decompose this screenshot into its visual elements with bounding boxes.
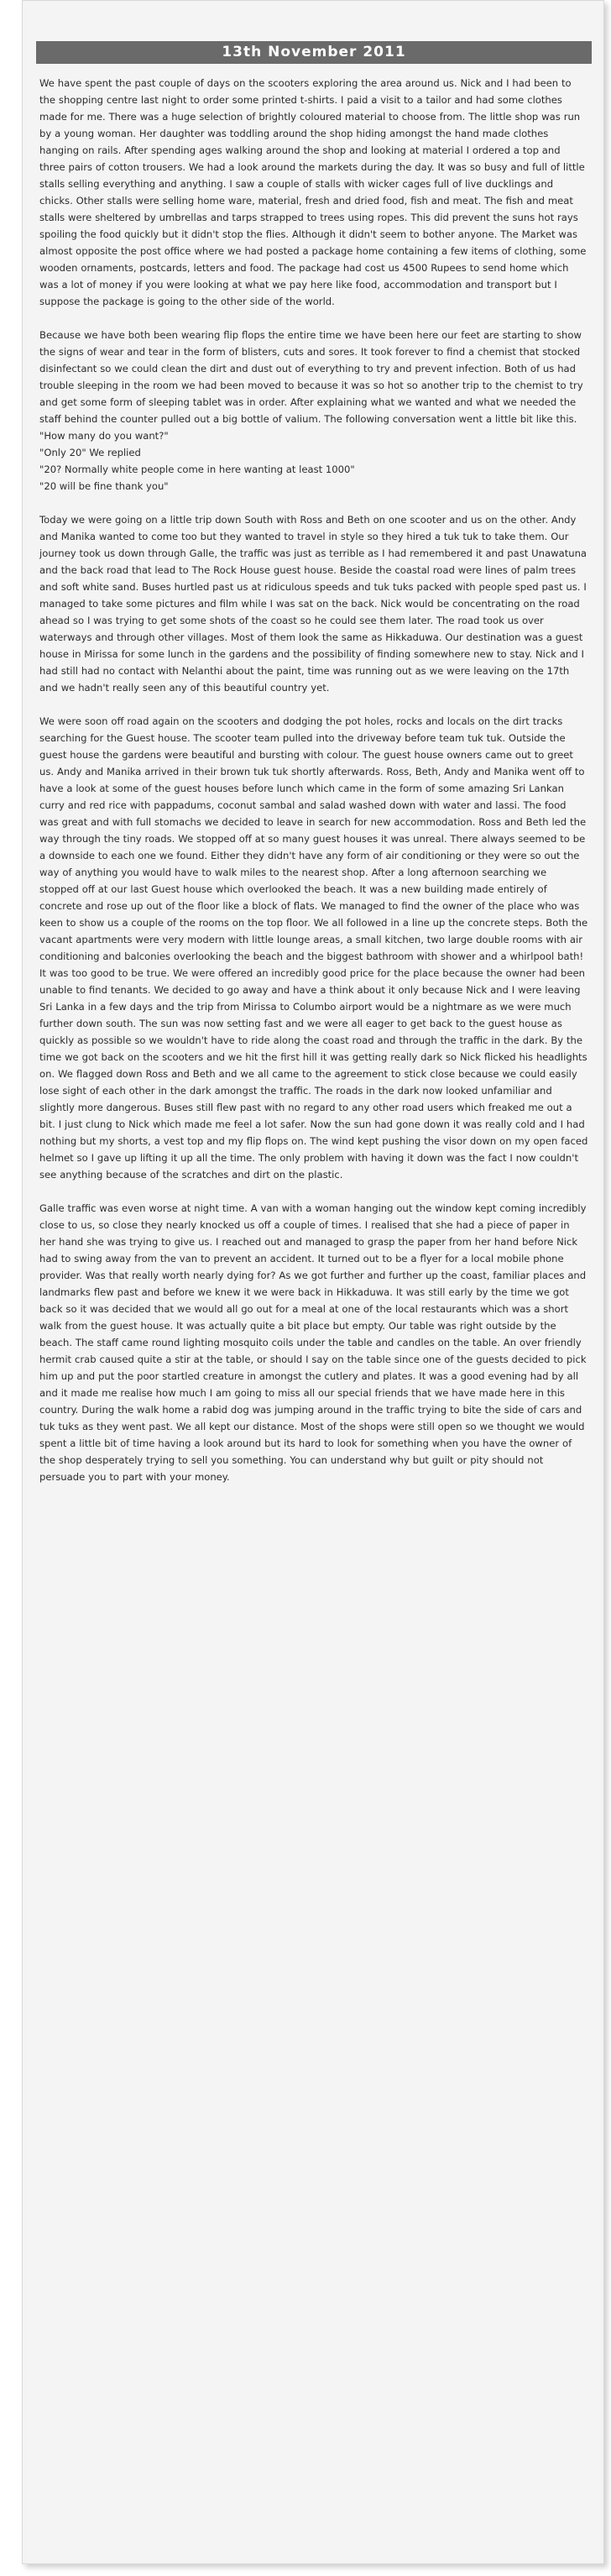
entry-body	[39, 75, 588, 1502]
paragraph-chemist: Because we have both been wearing flip flops the entire time we have been here our feet are starting to show the signs of wear and tear in the form of blisters, cuts and sores. It took forever to find a chemist that stocked disinfectant so we could clean the dirt and dust out of everything to try and prevent infection. Both of us had trouble sleeping in the room we had been moved to because it was so hot so another trip to the chemist to try and get some form of sleeping tablet was in order. After explaining what we wanted and what we needed the staff behind the counter pulled out a big bottle of valium. The following conversation went a little bit like this.	[39, 329, 583, 425]
dialogue-line: "How many do you want?"	[39, 430, 169, 442]
dialogue-line: "20? Normally white people come in here wanting at least 1000"	[39, 463, 355, 475]
diary-page	[22, 0, 604, 2564]
paragraph-shopping: We have spent the past couple of days on the scooters exploring the area around us. Nick and I had been to the shopping centre last night to order some printed t-shirts. I paid a visit to a tailor and had some clothes made for me. There was a huge selection of brightly coloured material to choose from. The little shop was run by a young woman. Her daughter was toddling around the shop hiding amongst the hand made clothes hanging on rails. After spending ages walking around the shop and looking at material I ordered a top and three pairs of cotton trousers. We had a look around the markets during the day. It was so busy and full of little stalls selling everything and anything. I saw a couple of stalls with wicker cages full of live ducklings and chicks. Other stalls were selling home ware, material, fresh and dried food, fish and meat. The fish and meat stalls were sheltered by umbrellas and tarps strapped to trees using ropes. This did prevent the suns hot rays spoiling the food quickly but it didn't stop the flies. Although it didn't seem to bother anyone. The Market was almost opposite the post office where we had posted a package home containing a few items of clothing, some wooden ornaments, postcards, letters and food. The package had cost us 4500 Rupees to send home which was a lot of money if you were looking at what we pay here like food, accommodation and transport but I suppose the package is going to the other side of the world.	[39, 77, 587, 307]
paragraph-guest-houses: We were soon off road again on the scooters and dodging the pot holes, rocks and locals on the dirt tracks searching for the Guest house. The scooter team pulled into the driveway before team tuk tuk. Outside the guest house the gardens were beautiful and bursting with colour. The guest house owners came out to greet us. Andy and Manika arrived in their brown tuk tuk shortly afterwards. Ross, Beth, Andy and Manika went off to have a look at some of the guest houses before lunch which came in the form of some amazing Sri Lankan curry and red rice with pappadums, coconut sambal and salad washed down with water and lassi. The food was great and with full stomachs we decided to leave in search for new accommodation. Ross and Beth led the way through the tiny roads. We stopped off at so many guest houses it was unreal. There always seemed to be a downside to each one we found. Either they didn't have any form of air conditioning or they were so out the way of anything you would have to walk miles to the nearest shop. After a long afternoon searching we stopped off at our last Guest house which overlooked the beach. It was a new building made entirely of concrete and rose up out of the floor like a block of flats. We managed to find the owner of the place who was keen to show us a couple of the rooms on the top floor. We all followed in a line up the concrete steps. Both the vacant apartments were very modern with little lounge areas, a small kitchen, two large double rooms with air conditioning and balconies overlooking the beach and the biggest bathroom with shower and a whirlpool bath! It was too good to be true. We were offered an incredibly good price for the place because the owner had been unable to find tenants. We decided to go away and have a think about it only because Nick and I were leaving Sri Lanka in a few days and the trip from Mirissa to Columbo airport would be a nightmare as we were much further down south. The sun was now setting fast and we were all eager to get back to the guest house as quickly as possible so we wouldn't have to ride along the coast road and through the traffic in the dark. By the time we got back on the scooters and we hit the first hill it was getting really dark so Nick flicked his headlights on. We flagged down Ross and Beth and we all came to the agreement to stick close because we could easily lose sight of each other in the dark amongst the traffic. The roads in the dark now looked unfamiliar and slightly more dangerous. Buses still flew past with no regard to any other road users which freaked me out a bit. I just clung to Nick which made me feel a lot safer. Now the sun had gone down it was really cold and I had nothing but my shorts, a vest top and my flip flops on. The wind kept pushing the visor down on my open faced helmet so I gave up lifting it up all the time. The only problem with having it down was the fact I now couldn't see anything because of the scratches and dirt on the plastic.	[39, 715, 588, 1181]
paragraph-galle-traffic: Galle traffic was even worse at night time. A van with a woman hanging out the window kept coming incredibly close to us, so close they nearly knocked us off a couple of times. I realised that she had a piece of paper in her hand she was trying to give us. I reached out and managed to grasp the paper from her hand before Nick had to swing away from the van to prevent an accident. It turned out to be a flyer for a local mobile phone provider. Was that really worth nearly dying for? As we got further and further up the coast, familiar places and landmarks flew past and before we knew it we were back in Hikkaduwa. It was still early by the time we got back so it was decided that we would all go out for a meal at one of the local restaurants which was a short walk from the guest house. It was actually quite a bit place but empty. Our table was right outside by the beach. The staff came round lighting mosquito coils under the table and candles on the table. An over friendly hermit crab caused quite a stir at the table, or should I say on the table since one of the guests decided to pick him up and put the poor startled creature in amongst the cutlery and plates. It was a good evening had by all and it made me realise how much I am going to miss all our special friends that we have made here in this country. During the walk home a rabid dog was jumping around in the traffic trying to bite the side of cars and tuk tuks as they went past. We all kept our distance. Most of the shops were still open so we thought we would spent a little bit of time having a look around but its hard to look for something when you have the owner of the shop desperately trying to sell you something. You can understand why but guilt or pity should not persuade you to part with your money.	[39, 1202, 587, 1483]
dialogue-line: "Only 20" We replied	[39, 447, 141, 458]
paragraph-trip-south: Today we were going on a little trip down South with Ross and Beth on one scooter and us on the other. Andy and Manika wanted to come too but they wanted to travel in style so they hired a tuk tuk to take them. Our journey took us down through Galle, the traffic was just as terrible as I had remembered it and past Unawatuna and the back road that lead to The Rock House guest house. Beside the coastal road were lines of palm trees and soft white sand. Buses hurtled past us at ridiculous speeds and tuk tuks packed with people sped past us. I managed to take some pictures and film while I was sat on the back. Nick would be concentrating on the road ahead so I was trying to get some shots of the coast so he could see them later. The road took us over waterways and through other villages. Most of them look the same as Hikkaduwa. Our destination was a guest house in Mirissa for some lunch in the gardens and the possibility of finding somewhere new to stay. Nick and I had still had no contact with Nelanthi about the paint, time was running out as we were leaving on the 17th and we hadn't really seen any of this beautiful country yet.	[39, 514, 588, 694]
dialogue-line: "20 will be fine thank you"	[39, 480, 169, 492]
dialogue-block	[39, 427, 588, 495]
entry-date-header: 13th November 2011	[36, 41, 592, 64]
